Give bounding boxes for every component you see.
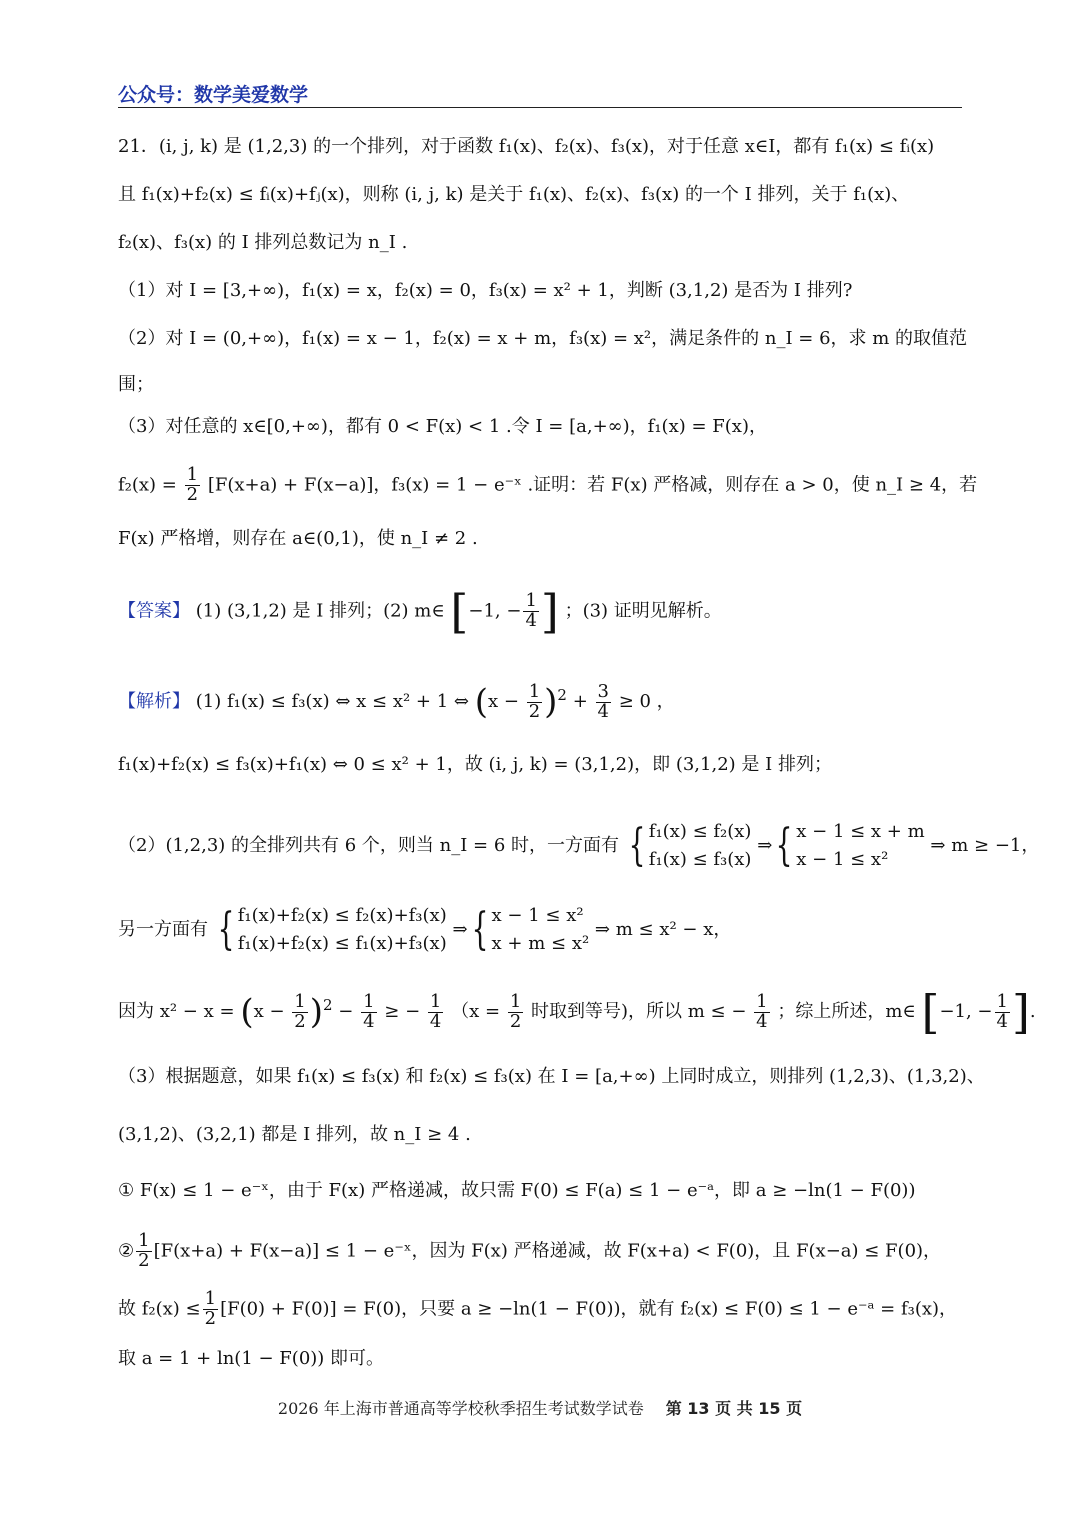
problem-part-1: （1）对 I = [3,+∞)，f₁(x) = x，f₂(x) = 0，f₃(x) = x² + 1，判断 (3,1,2) 是否为 I 排列?	[118, 280, 853, 301]
inequality-system: x − 1 ≤ x + m x − 1 ≤ x²	[796, 821, 925, 870]
solution-line-10: 故 f₂(x) ≤ $\frac{1}{2}$ [F(0) + F(0)] = F(0)，只要 a ≥ −ln(1 − F(0))，就有 f₂(x) ≤ F(0) ≤ 1 − e⁻ᵃ = f₃(x)，	[118, 1288, 958, 1329]
page-footer	[0, 1396, 1080, 1419]
footer-page-number: 第 13 页 共 15 页	[665, 1399, 803, 1418]
inequality-system: f₁(x)+f₂(x) ≤ f₂(x)+f₃(x) f₁(x)+f₂(x) ≤ f₁(x)+f₃(x)	[237, 905, 447, 954]
problem-part-3: （3）对任意的 x∈[0,+∞)，都有 0 < F(x) < 1 .令 I = [a,+∞)，f₁(x) = F(x)，	[118, 416, 767, 437]
solution-line-3: （2）(1,2,3) 的全排列共有 6 个，则当 n_I = 6 时，一方面有 { f₁(x) ≤ f₂(x) f₁(x) ≤ f₃(x) ⇒{ x − 1 ≤ x + m x − 1 ≤ x² ⇒ m ≥ −1，	[118, 818, 962, 874]
footer-exam-title: 2026 年上海市普通高等学校秋季招生考试数学试卷	[277, 1399, 644, 1418]
problem-part-2: （2）对 I = (0,+∞)，f₁(x) = x − 1，f₂(x) = x + m，f₃(x) = x²，满足条件的 n_I = 6，求 m 的取值范	[118, 328, 968, 349]
fraction-half: $\frac{1}{2}$	[509, 990, 522, 1032]
fraction-quarter: $\frac{1}{4}$	[525, 590, 537, 631]
solution-line-5: 因为 x² − x = (x − $\frac{1}{2}$ )$^2$ − $\frac{1}{4}$ ≥ − $\frac{1}{4}$ （x = $\frac{1}{2}$ 时取到等号)，所以 m ≤ − $\frac{1}{4}$ ；综上所述，m∈ [−1, − $\frac{1}{4}$ ].	[118, 985, 1036, 1039]
fraction-three-quarters: $\frac{3}{4}$	[597, 680, 609, 722]
answer-part-3: ；(3) 证明见解析。	[564, 600, 722, 622]
problem-part-2-cont: 围；	[118, 374, 154, 395]
fraction-half: $\frac{1}{2}$	[204, 1288, 217, 1329]
solution-line-6: （3）根据题意，如果 f₁(x) ≤ f₃(x) 和 f₂(x) ≤ f₃(x) 在 I = [a,+∞) 上同时成立，则排列 (1,2,3)、(1,3,2)、	[118, 1066, 985, 1087]
solution-line-2: f₁(x)+f₂(x) ≤ f₃(x)+f₁(x) ⇔ 0 ≤ x² + 1，故 (i, j, k) = (3,1,2)，即 (3,1,2) 是 I 排列；	[118, 754, 832, 775]
solution-line-7: (3,1,2)、(3,2,1) 都是 I 排列，故 n_I ≥ 4 .	[118, 1124, 471, 1145]
inequality-system: f₁(x) ≤ f₂(x) f₁(x) ≤ f₃(x)	[648, 821, 752, 870]
solution-tag: 【解析】	[118, 691, 190, 712]
solution-line-11: 取 a = 1 + ln(1 − F(0)) 即可。	[118, 1348, 385, 1369]
inequality-system: x − 1 ≤ x² x + m ≤ x²	[491, 905, 590, 954]
fraction-half: $\frac{1}{2}$	[294, 990, 306, 1032]
header-brand: 公众号：数学美爱数学	[118, 84, 309, 106]
fraction-half: $\frac{1}{2}$	[186, 464, 199, 505]
answer-line	[118, 584, 962, 639]
answer-part-1-2: (1) (3,1,2) 是 I 排列；(2) m∈	[195, 600, 445, 622]
fraction-quarter: $\frac{1}{4}$	[429, 990, 442, 1032]
problem-line-2: 且 f₁(x)+f₂(x) ≤ fᵢ(x)+fⱼ(x)，则称 (i, j, k) 是关于 f₁(x)、f₂(x)、f₃(x) 的一个 I 排列，关于 f₁(x)、	[118, 184, 910, 205]
problem-line-3: f₂(x)、f₃(x) 的 I 排列总数记为 n_I .	[118, 232, 408, 253]
problem-part-3-line-2	[118, 464, 978, 505]
answer-range: −1, −	[468, 600, 522, 622]
solution-line-4: 另一方面有 { f₁(x)+f₂(x) ≤ f₂(x)+f₃(x) f₁(x)+f₂(x) ≤ f₁(x)+f₃(x) ⇒{ x − 1 ≤ x² x + m ≤ x² ⇒ m ≤ x² − x，	[118, 902, 962, 958]
f2-label: f₂(x) =	[118, 474, 177, 496]
problem-part-3-line-3: F(x) 严格增，则存在 a∈(0,1)，使 n_I ≠ 2 .	[118, 528, 478, 549]
fraction-quarter: $\frac{1}{4}$	[756, 990, 768, 1032]
fraction-quarter: $\frac{1}{4}$	[996, 990, 1008, 1032]
bracket-right: ]	[540, 584, 559, 639]
bracket-left: [	[450, 584, 469, 639]
header-divider	[118, 107, 962, 108]
fraction-half: $\frac{1}{2}$	[138, 1230, 150, 1271]
answer-tag: 【答案】	[118, 600, 190, 622]
solution-line-8: ① F(x) ≤ 1 − e⁻ˣ，由于 F(x) 严格递减，故只需 F(0) ≤ F(a) ≤ 1 − e⁻ᵃ，即 a ≥ −ln(1 − F(0))	[118, 1180, 916, 1201]
solution-line-9: ② $\frac{1}{2}$ [F(x+a) + F(x−a)] ≤ 1 − e⁻ˣ，因为 F(x) 严格递减，故 F(x+a) < F(0)，且 F(x−a) ≤ F(0)，	[118, 1230, 942, 1271]
solution-line-1: 【解析】 (1) f₁(x) ≤ f₃(x) ⇔ x ≤ x² + 1 ⇔ (x − $\frac{1}{2}$ )$^2$ + $\frac{3}{4}$ ≥ 0 ，	[118, 680, 675, 722]
problem-line-1: 21．(i, j, k) 是 (1,2,3) 的一个排列，对于函数 f₁(x)、f₂(x)、f₃(x)，对于任意 x∈I，都有 f₁(x) ≤ fᵢ(x)	[118, 136, 935, 157]
f2-definition: [F(x+a) + F(x−a)]，f₃(x) = 1 − e⁻ˣ .证明：若 F(x) 严格减，则存在 a > 0，使 n_I ≥ 4，若	[207, 474, 978, 496]
fraction-quarter: $\frac{1}{4}$	[363, 990, 375, 1032]
fraction-half: $\frac{1}{2}$	[528, 680, 541, 722]
